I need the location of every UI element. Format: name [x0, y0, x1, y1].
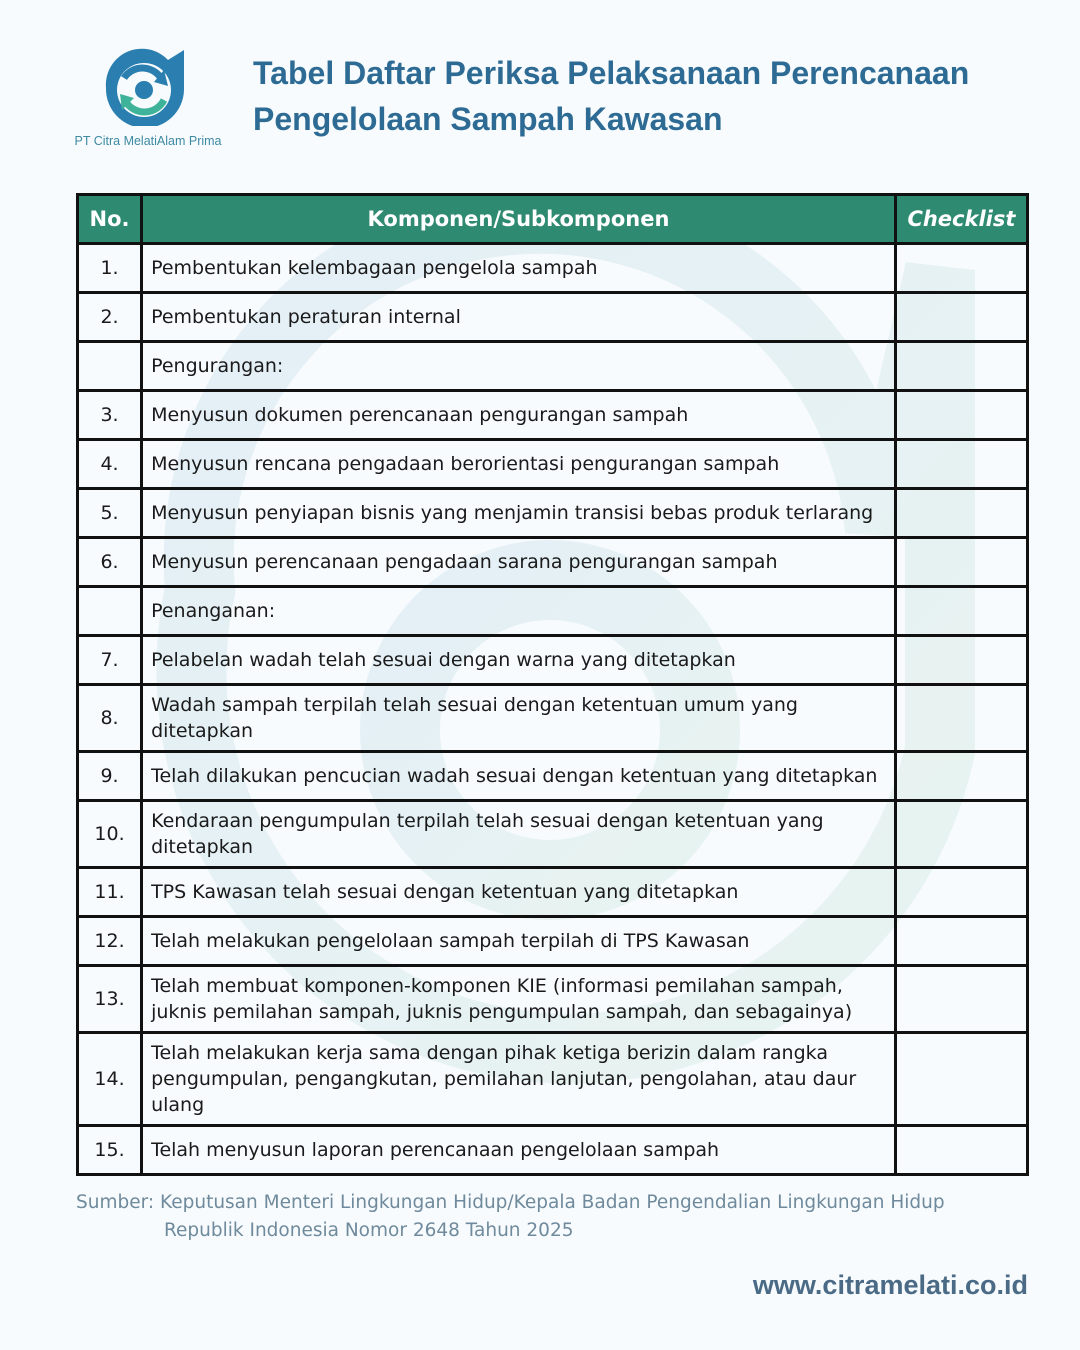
row-number: 4. — [78, 440, 142, 489]
row-number: 9. — [78, 752, 142, 801]
row-component-text: Wadah sampah terpilah telah sesuai dengan ketentuan umum yang ditetapkan — [142, 685, 896, 752]
row-component-text: Telah membuat komponen-komponen KIE (informasi pemilahan sampah, juknis pemilahan sampah, juknis pengumpulan sampah, dan sebagainya) — [142, 966, 896, 1033]
table-row — [78, 587, 1028, 636]
row-number — [78, 342, 142, 391]
table-header-row — [78, 195, 1028, 244]
table-row — [78, 440, 1028, 489]
website-url: www.citramelati.co.id — [752, 1270, 1028, 1300]
row-component-text: TPS Kawasan telah sesuai dengan ketentuan yang ditetapkan — [142, 868, 896, 917]
row-checklist-cell[interactable] — [895, 342, 1027, 391]
page-title-line2: Pengelolaan Sampah Kawasan — [253, 101, 723, 137]
company-logo — [58, 42, 238, 154]
table-row — [78, 1126, 1028, 1175]
row-checklist-cell[interactable] — [895, 868, 1027, 917]
row-component-text: Telah dilakukan pencucian wadah sesuai dengan ketentuan yang ditetapkan — [142, 752, 896, 801]
row-checklist-cell[interactable] — [895, 1033, 1027, 1126]
row-number — [78, 587, 142, 636]
row-number: 11. — [78, 868, 142, 917]
table-row — [78, 917, 1028, 966]
row-number: 2. — [78, 293, 142, 342]
table-body — [78, 244, 1028, 1175]
row-checklist-cell[interactable] — [895, 391, 1027, 440]
row-checklist-cell[interactable] — [895, 752, 1027, 801]
row-checklist-cell[interactable] — [895, 293, 1027, 342]
source-line1: Sumber: Keputusan Menteri Lingkungan Hidup/Kepala Badan Pengendalian Lingkungan Hidup — [76, 1192, 945, 1213]
row-checklist-cell[interactable] — [895, 538, 1027, 587]
row-checklist-cell[interactable] — [895, 587, 1027, 636]
table-row — [78, 293, 1028, 342]
table-row — [78, 636, 1028, 685]
row-number: 12. — [78, 917, 142, 966]
row-number: 14. — [78, 1033, 142, 1126]
page-title — [253, 50, 1033, 142]
row-number: 7. — [78, 636, 142, 685]
row-checklist-cell[interactable] — [895, 244, 1027, 293]
row-component-text: Penanganan: — [142, 587, 896, 636]
table-row — [78, 391, 1028, 440]
header-no: No. — [78, 195, 142, 244]
table-row — [78, 868, 1028, 917]
row-checklist-cell[interactable] — [895, 489, 1027, 538]
company-name: PT Citra MelatiAlam Prima — [74, 134, 222, 148]
row-component-text: Kendaraan pengumpulan terpilah telah sesuai dengan ketentuan yang ditetapkan — [142, 801, 896, 868]
table-row — [78, 538, 1028, 587]
page-title-line1: Tabel Daftar Periksa Pelaksanaan Perencanaan — [253, 55, 970, 91]
recycle-arrows-logo-icon — [98, 46, 190, 126]
row-component-text: Telah melakukan pengelolaan sampah terpilah di TPS Kawasan — [142, 917, 896, 966]
row-checklist-cell[interactable] — [895, 801, 1027, 868]
row-number: 8. — [78, 685, 142, 752]
row-component-text: Pengurangan: — [142, 342, 896, 391]
row-component-text: Pembentukan kelembagaan pengelola sampah — [142, 244, 896, 293]
row-number: 5. — [78, 489, 142, 538]
checklist-table — [76, 193, 1029, 1176]
source-line2: Republik Indonesia Nomor 2648 Tahun 2025 — [164, 1220, 574, 1241]
row-number: 15. — [78, 1126, 142, 1175]
row-number: 1. — [78, 244, 142, 293]
row-checklist-cell[interactable] — [895, 685, 1027, 752]
row-number: 6. — [78, 538, 142, 587]
row-component-text: Menyusun rencana pengadaan berorientasi pengurangan sampah — [142, 440, 896, 489]
table-row — [78, 966, 1028, 1033]
row-number: 10. — [78, 801, 142, 868]
row-checklist-cell[interactable] — [895, 440, 1027, 489]
table-row — [78, 342, 1028, 391]
row-number: 3. — [78, 391, 142, 440]
row-checklist-cell[interactable] — [895, 917, 1027, 966]
table-row — [78, 752, 1028, 801]
row-component-text: Menyusun dokumen perencanaan pengurangan sampah — [142, 391, 896, 440]
table-row — [78, 244, 1028, 293]
row-component-text: Pembentukan peraturan internal — [142, 293, 896, 342]
row-component-text: Menyusun perencanaan pengadaan sarana pengurangan sampah — [142, 538, 896, 587]
row-component-text: Telah menyusun laporan perencanaan pengelolaan sampah — [142, 1126, 896, 1175]
row-component-text: Telah melakukan kerja sama dengan pihak ketiga berizin dalam rangka pengumpulan, pengangkutan, pemilahan lanjutan, pengolahan, atau daur ulang — [142, 1033, 896, 1126]
table-row — [78, 489, 1028, 538]
header-checklist: Checklist — [895, 195, 1027, 244]
table-row — [78, 685, 1028, 752]
row-component-text: Menyusun penyiapan bisnis yang menjamin transisi bebas produk terlarang — [142, 489, 896, 538]
table-row — [78, 801, 1028, 868]
row-checklist-cell[interactable] — [895, 636, 1027, 685]
row-checklist-cell[interactable] — [895, 966, 1027, 1033]
table-row — [78, 1033, 1028, 1126]
row-number: 13. — [78, 966, 142, 1033]
source-note — [76, 1189, 1026, 1245]
header-component: Komponen/Subkomponen — [142, 195, 896, 244]
row-component-text: Pelabelan wadah telah sesuai dengan warna yang ditetapkan — [142, 636, 896, 685]
row-checklist-cell[interactable] — [895, 1126, 1027, 1175]
